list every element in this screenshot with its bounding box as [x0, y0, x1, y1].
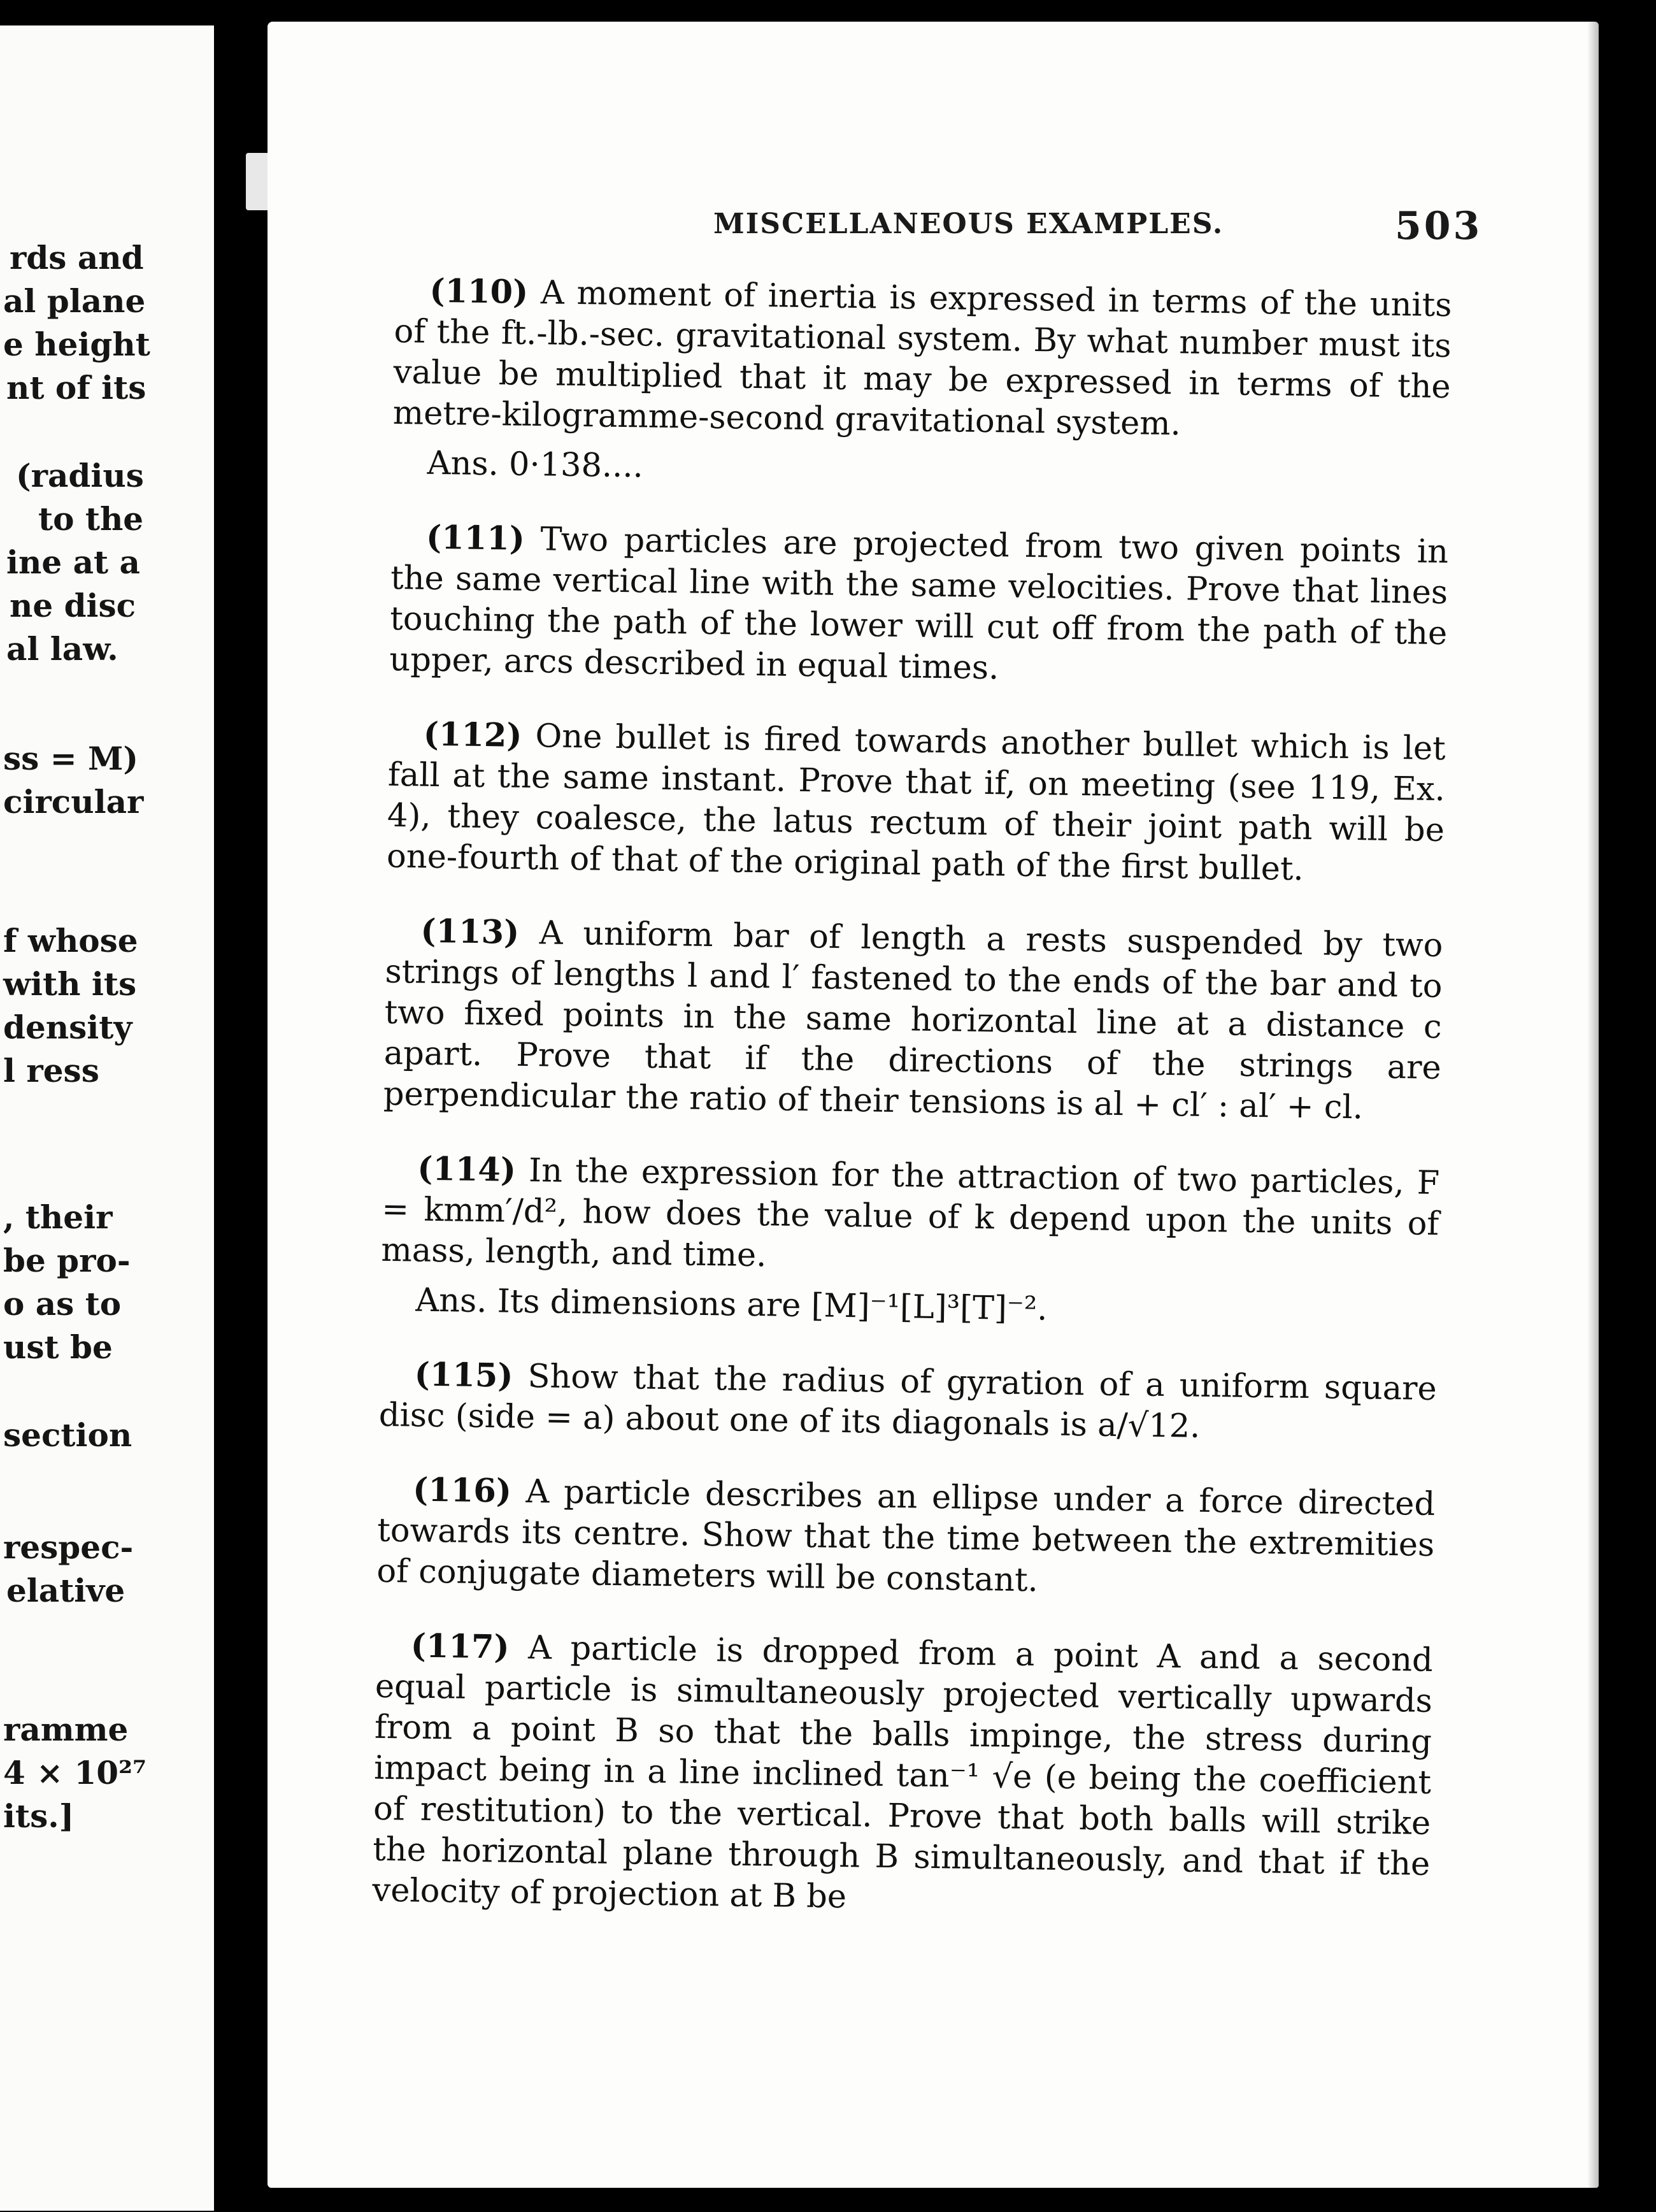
- left-page-fragment: with its: [3, 965, 137, 1003]
- left-page-fragment: l ress: [3, 1052, 99, 1089]
- problem-113: [383, 910, 1443, 1130]
- page-number: 503: [1395, 204, 1483, 248]
- problem-answer: Ans. 0·138....: [427, 444, 644, 485]
- problem-number: (110): [429, 271, 529, 312]
- problem-number: (115): [414, 1355, 513, 1395]
- problem-number: (112): [423, 715, 522, 755]
- left-page-fragment: ne disc: [10, 587, 136, 624]
- left-page-fragment: rds and: [10, 239, 144, 276]
- problem-116: [376, 1469, 1436, 1607]
- problem-110: [392, 270, 1452, 498]
- problem-text: In the expression for the attraction of two particles, F = kmm′/d², how does the value of k depend upon the units of mass, length, and time.: [381, 1152, 1440, 1275]
- left-page-fragment: ust be: [3, 1328, 113, 1366]
- problem-117: [372, 1625, 1433, 1926]
- problem-number: (114): [417, 1149, 517, 1189]
- right-page: [268, 22, 1599, 2188]
- problem-115: [378, 1354, 1437, 1451]
- problem-number: (111): [425, 518, 525, 558]
- problem-text: A moment of inertia is expressed in terms of the units of the ft.-lb.-sec. gravitational system. By what number must its value be multiplied that it may be expressed in terms of the metre-kilogramme-second gravitational system.: [392, 274, 1452, 443]
- running-head: [268, 204, 1599, 259]
- left-page-fragment: respec-: [3, 1528, 134, 1566]
- left-page-fragment: ine at a: [6, 543, 140, 581]
- left-page-fragment: its.]: [3, 1797, 75, 1835]
- left-page-fragment: ramme: [3, 1711, 129, 1748]
- left-page-fragment: al plane: [3, 282, 146, 320]
- problem-114: [380, 1148, 1440, 1335]
- problem-text: A particle is dropped from a point A and a second equal particle is simultaneously projected vertically upwards from a point B so that the balls impinge, the stress during impact being in a line inclined tan⁻¹ √e (e being the coefficient of restitution) to the vertical. Prove that both balls will strike the horizontal plane through B simultaneously, and that if the velocity of projection at B be: [372, 1629, 1434, 1916]
- left-page-fragment: e height: [3, 326, 150, 363]
- left-page-fragment: density: [3, 1009, 132, 1046]
- left-page-fragment: f whose: [3, 922, 138, 959]
- problem-112: [387, 714, 1446, 892]
- left-page-fragment: circular: [3, 783, 144, 821]
- left-page-fragment: , their: [3, 1198, 113, 1236]
- problem-text: Show that the radius of gyration of a uniform square disc (side = a) about one of its diagonals is a/√12.: [378, 1358, 1438, 1446]
- left-page-fragment: 4 × 10²⁷: [3, 1754, 146, 1792]
- left-page-fragment: nt of its: [6, 369, 146, 406]
- problem-111: [389, 517, 1448, 695]
- running-title: MISCELLANEOUS EXAMPLES.: [713, 208, 1224, 240]
- problem-number: (116): [412, 1470, 512, 1511]
- problem-text: Two particles are projected from two given points in the same vertical line with the same velocities. Prove that lines touching the path of the lower will cut off from the path of the upper, arcs described in equal times.: [389, 521, 1449, 687]
- left-page-fragment: al law.: [6, 630, 118, 668]
- page-edge-shadow: [1587, 22, 1599, 2188]
- left-page-fragment: elative: [6, 1572, 125, 1609]
- problem-number: (113): [420, 912, 520, 952]
- problem-text: One bullet is fired towards another bullet which is let fall at the same instant. Prove that if, on meeting (see 119, Ex. 4), they coalesce, the latus rectum of their joint path will be one-fourth of that of the original path of the first bullet.: [386, 717, 1446, 889]
- problem-number: (117): [410, 1627, 510, 1667]
- left-page-fragment: section: [3, 1416, 132, 1454]
- left-page-fragment: o as to: [3, 1285, 122, 1323]
- problem-text: A uniform bar of length a rests suspended by two strings of lengths l and l′ fastened to the ends of the bar and to two fixed points in the same horizontal line at a distance c apart. Prove that if the directions of the strings are perpendicular the ratio of their tensions is al + cl′ : al′ + cl.: [383, 914, 1443, 1127]
- left-page: [0, 25, 214, 2211]
- left-page-fragment: ss = M): [3, 740, 139, 777]
- problems-body: [371, 270, 1452, 1959]
- problem-text: A particle describes an ellipse under a force directed towards its centre. Show that the time between the extremities of conjugate diameters will be constant.: [376, 1473, 1436, 1600]
- left-page-fragment: to the: [38, 500, 144, 538]
- problem-answer: Ans. Its dimensions are [M]⁻¹[L]³[T]⁻².: [415, 1281, 1048, 1328]
- left-page-fragment: be pro-: [3, 1242, 131, 1279]
- left-page-fragment: (radius: [16, 457, 144, 494]
